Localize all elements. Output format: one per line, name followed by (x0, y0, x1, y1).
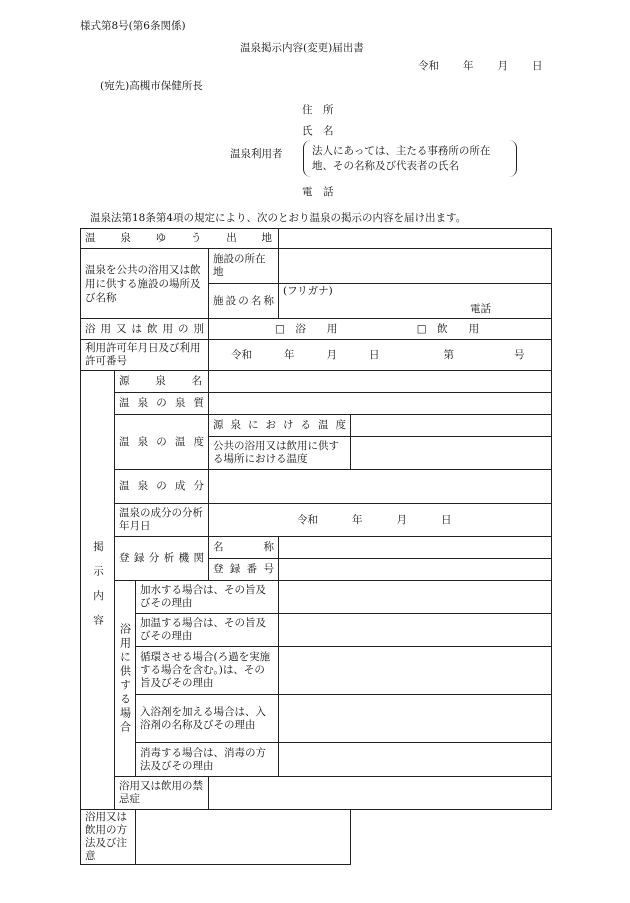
disinfect-label: 消毒する場合は、消毒の方法及びその理由 (136, 743, 279, 777)
form-number: 様式第8号(第6条関係) (80, 20, 186, 32)
facility-location-value[interactable] (279, 249, 552, 284)
table-row (81, 614, 552, 647)
temp-source-label: 源泉における温度 (209, 415, 351, 437)
table-row (81, 647, 552, 695)
lab-reg-value[interactable] (279, 559, 552, 581)
lab-label: 登録分析機関 (115, 537, 209, 581)
contraindications-label: 浴用又は飲用の禁忌症 (115, 777, 209, 810)
section-label: 掲示内容 (81, 371, 115, 810)
contraindications-value[interactable] (209, 777, 552, 810)
temp-source-value[interactable] (351, 415, 552, 437)
analysis-date-value[interactable]: 令和 年 月 日 (209, 504, 552, 537)
notification-table (80, 228, 552, 865)
spring-quality-value[interactable] (209, 393, 552, 415)
table-row (81, 695, 552, 743)
spring-location-label: 温泉ゆう出地 (81, 229, 279, 249)
table-row (81, 249, 552, 284)
table-row (81, 743, 552, 777)
method-value[interactable] (136, 810, 351, 865)
analysis-date-label: 温泉の成分の分析年月日 (115, 504, 209, 537)
drink-checkbox[interactable]: □ 飲 用 (416, 322, 480, 335)
table-row (81, 229, 552, 249)
table-row (81, 340, 552, 371)
document-title: 温泉掲示内容(変更)届出書 (240, 42, 364, 54)
table-row (81, 319, 552, 340)
permit-label: 利用許可年月日及び利用許可番号 (81, 340, 209, 371)
table-row (81, 415, 552, 437)
add-water-value[interactable] (279, 581, 552, 614)
table-row (81, 537, 552, 559)
temp-public-value[interactable] (351, 437, 552, 470)
table-row (81, 777, 552, 810)
table-row (81, 371, 552, 393)
circulate-value[interactable] (279, 647, 552, 695)
add-water-label: 加水する場合は、その旨及びその理由 (136, 581, 279, 614)
facility-name-label: 施設の名称 (209, 284, 279, 319)
circulate-label: 循環させる場合(ろ過を実施する場合を含む。)は、その旨及びその理由 (136, 647, 279, 695)
use-type-label: 浴用又は飲用の別 (81, 319, 209, 340)
lab-reg-label: 登録番号 (209, 559, 279, 581)
spring-location-value[interactable] (279, 229, 552, 249)
table-row (81, 504, 552, 537)
intro-statement: 温泉法第18条第4項の規定により、次のとおり温泉の掲示の内容を届け出ます。 (90, 212, 467, 224)
additive-label: 入浴剤を加える場合は、入浴剤の名称及びその理由 (136, 695, 279, 743)
temp-public-label: 公共の浴用又は飲用に供する場所における温度 (209, 437, 351, 470)
table-row (81, 470, 552, 504)
heating-value[interactable] (279, 614, 552, 647)
source-name-value[interactable] (209, 371, 552, 393)
submission-date: 令和 年 月 日 (418, 60, 543, 72)
bath-cases-label: 浴用に供する場合 (115, 581, 136, 777)
bath-checkbox[interactable]: □ 浴 用 (275, 322, 338, 335)
disinfect-value[interactable] (279, 743, 552, 777)
heating-label: 加温する場合は、その旨及びその理由 (136, 614, 279, 647)
spring-quality-label: 温泉の泉質 (115, 393, 209, 415)
name-label: 氏 名 (302, 125, 334, 137)
components-label: 温泉の成分 (115, 470, 209, 504)
phone-label: 電 話 (302, 186, 334, 198)
method-label: 浴用又は飲用の方法及び注意 (81, 810, 136, 865)
corporate-note: 法人にあっては、主たる事務所の所在地、その名称及び代表者の氏名 (312, 145, 491, 172)
components-value[interactable] (209, 470, 552, 504)
additive-value[interactable] (279, 695, 552, 743)
facility-label: 温泉を公共の浴用又は飲用に供する施設の場所及び名称 (81, 249, 209, 319)
spring-temp-label: 温泉の温度 (115, 415, 209, 470)
table-row (81, 810, 552, 865)
applicant-role-label: 温泉利用者 (230, 148, 283, 160)
source-name-label: 源泉名 (115, 371, 209, 393)
table-row (81, 393, 552, 415)
permit-value[interactable]: 令和 年 月 日 第 号 (209, 340, 552, 371)
use-type-options (209, 319, 552, 340)
facility-name-value[interactable] (279, 284, 552, 319)
furigana-label: (フリガナ) (283, 285, 333, 297)
lab-name-value[interactable] (279, 537, 552, 559)
addressee: (宛先)高槻市保健所長 (100, 80, 203, 92)
address-label: 住 所 (302, 104, 334, 116)
facility-phone-label: 電話 (470, 303, 491, 315)
facility-location-label: 施設の所在地 (209, 249, 279, 284)
lab-name-label: 名 称 (209, 537, 279, 559)
table-row (81, 581, 552, 614)
